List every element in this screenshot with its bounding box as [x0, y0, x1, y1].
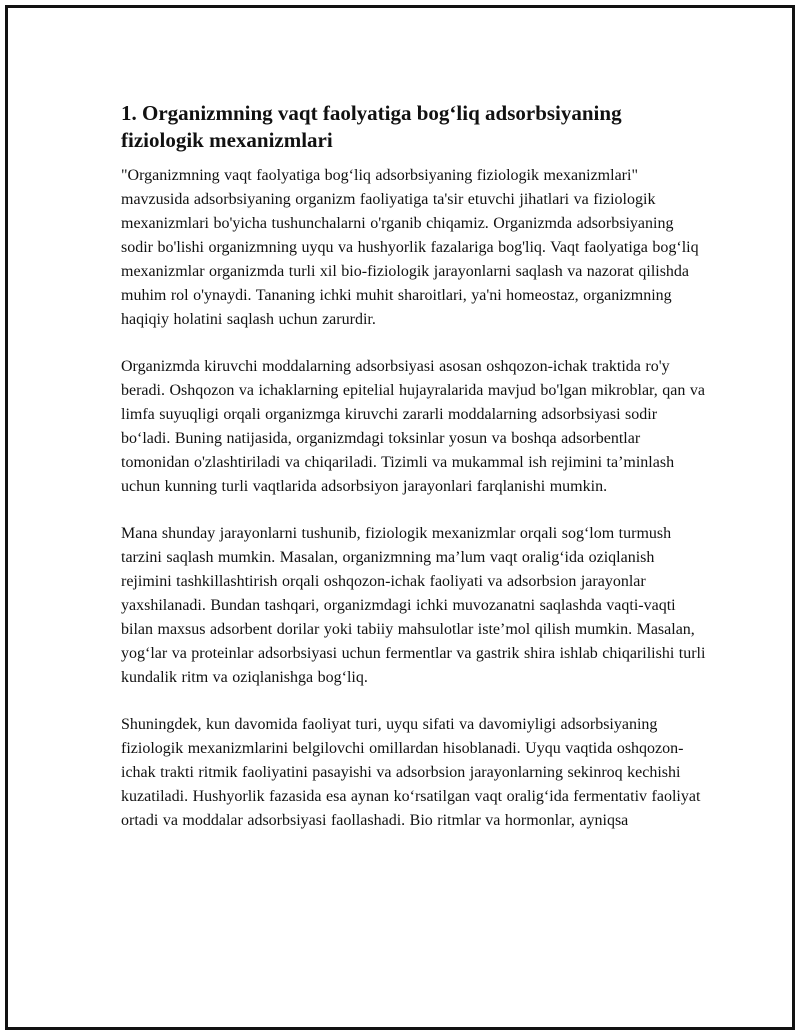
paragraph-3: Mana shunday jarayonlarni tushunib, fiziologik mexanizmlar orqali sog‘lom turmush tarzini saqlash mumkin. Masalan, organizmning ma’lum vaqt oralig‘ida oziqlanish rejimini tashkillashtirish orqali oshqozon-ichak faoliyati va adsorbsion jarayonlar yaxshilanadi. Bundan tashqari, organizmdagi ichki muvozanatni saqlashda vaqti-vaqti bilan maxsus adsorbent dorilar yoki tabiiy mahsulotlar iste’mol qilish mumkin. Masalan, yog‘lar va proteinlar adsorbsiyasi uchun fermentlar va gastrik shira ishlab chiqarilishi turli kundalik ritm va oziqlanishga bog‘liq.: [121, 525, 706, 686]
section-title: 1. Organizmning vaqt faolyatiga bog‘liq adsorbsiyaning fiziologik mexanizmlari: [121, 101, 622, 152]
page-frame: [5, 5, 795, 1030]
paragraph-1: "Organizmning vaqt faolyatiga bog‘liq adsorbsiyaning fiziologik mexanizmlari" mavzusida adsorbsiyaning organizm faoliyatiga ta'sir etuvchi jihatlari va fiziologik mexanizmlari bo'yicha tushunchalarni o'rganib chiqamiz. Organizmda adsorbsiyaning sodir bo'lishi organizmning uyqu va hushyorlik fazalariga bog'liq. Vaqt faolyatiga bog‘liq mexanizmlar organizmda turli xil bio-fiziologik jarayonlarni saqlash va nazorat qilishda muhim rol o'ynaydi. Tananing ichki muhit sharoitlari, ya'ni homeostaz, organizmning haqiqiy holatini saqlash uchun zarurdir.: [121, 167, 699, 328]
document-body: [121, 100, 706, 856]
paragraph-2: Organizmda kiruvchi moddalarning adsorbsiyasi asosan oshqozon-ichak traktida ro'y beradi. Oshqozon va ichaklarning epitelial hujayralarida mavjud bo'lgan mikroblar, qan va limfa suyuqligi orqali organizmga kiruvchi zararli moddalarning adsorbsiyasi sodir bo‘ladi. Buning natijasida, organizmdagi toksinlar yosun va boshqa adsorbentlar tomonidan o'zlashtiriladi va chiqariladi. Tizimli va mukammal ish rejimini ta’minlash uchun kunning turli vaqtlarida adsorbsiyon jarayonlari farqlanishi mumkin.: [121, 358, 705, 495]
paragraph-4: Shuningdek, kun davomida faoliyat turi, uyqu sifati va davomiyligi adsorbsiyaning fiziologik mexanizmlarini belgilovchi omillardan hisoblanadi. Uyqu vaqtida oshqozon-ichak trakti ritmik faoliyatini pasayishi va adsorbsion jarayonlarning sekinroq kechishi kuzatiladi. Hushyorlik fazasida esa aynan ko‘rsatilgan vaqt oralig‘ida fermentativ faoliyat ortadi va moddalar adsorbsiyasi faollashadi. Bio ritmlar va hormonlar, ayniqsa: [121, 716, 701, 829]
